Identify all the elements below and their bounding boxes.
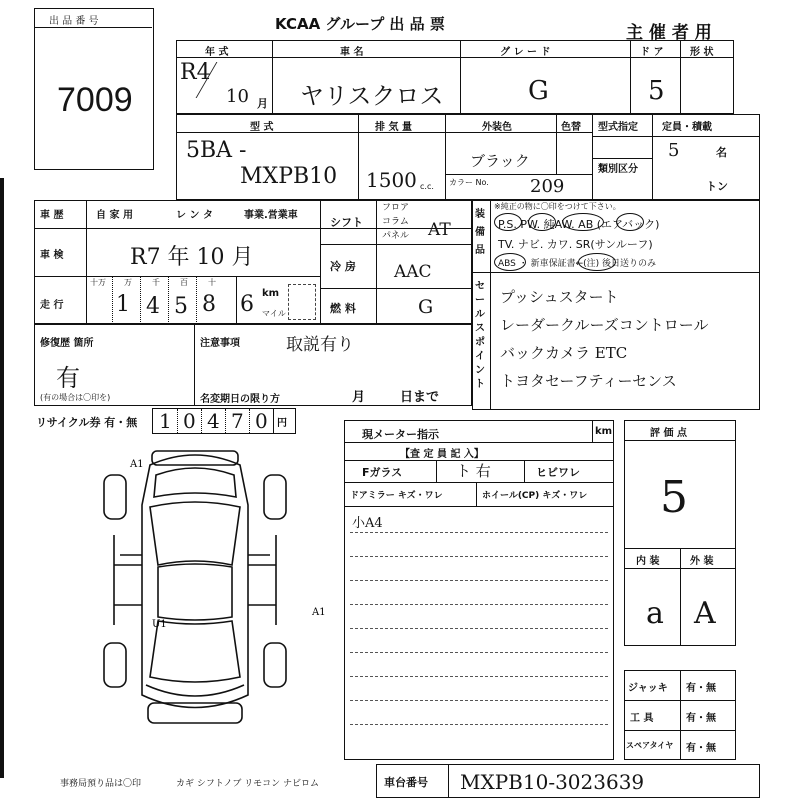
mileage-digit: 5 (174, 294, 188, 319)
ac-label: 冷 房 (330, 260, 356, 273)
recycle-unit: 円 (277, 418, 287, 429)
shift-opt-column: コラム (382, 217, 409, 227)
history-commercial: 事業.営業車 (244, 210, 298, 221)
lot-number: 7009 (57, 81, 133, 119)
tools-label: 工 具 (630, 713, 654, 724)
mileage-digits (86, 276, 320, 324)
doors-label: ド ア (640, 47, 664, 58)
recycle-digit: 4 (207, 409, 220, 433)
name-change-label: 名変期日の限り方 (200, 394, 280, 405)
shift-value: AT (428, 220, 451, 240)
meter-label: 現メーター指示 (362, 428, 439, 441)
color-number: 209 (530, 176, 565, 197)
lot-label: 出 品 番 号 (49, 16, 99, 27)
digit-unit-100: 百 (180, 278, 188, 287)
spare-tire-label: スペアタイヤ (626, 741, 674, 750)
jack-label: ジャッキ (628, 683, 668, 694)
doors-value: 5 (648, 76, 665, 106)
fuel-value: G (418, 296, 434, 318)
meter-unit: km (595, 426, 613, 437)
mileage-digit: 6 (240, 292, 254, 317)
rating-label: 評 価 点 (650, 428, 687, 439)
car-diagram (90, 445, 326, 745)
history-label: 車 歴 (40, 210, 64, 221)
repair-value: 有 (56, 364, 80, 392)
grade-value: G (528, 76, 549, 106)
recycle-label: リサイクル券 有・無 (36, 416, 138, 429)
office-items: カギ シフトノブ リモコン ナビロム (176, 779, 320, 789)
capacity-unit: 名 (716, 146, 727, 159)
year-month: 10 (226, 86, 249, 107)
ext-color-label: 外装色 (482, 122, 512, 133)
load-unit: トン (706, 180, 728, 193)
color-no-prefix: カラー No. (449, 178, 489, 187)
caution-label: 注意事項 (200, 338, 240, 349)
shift-opt-floor: フロア (382, 203, 410, 213)
organizer-label: 主 催 者 用 (626, 23, 712, 43)
circle-ps (494, 213, 522, 231)
cc-unit: c.c. (420, 182, 434, 191)
capacity-label: 定員・積載 (662, 122, 712, 133)
inspector-label: 【査 定 員 記 入】 (400, 449, 484, 460)
sheet-title: KCAA グループ 出 品 票 (275, 15, 445, 33)
office-note: 事務局預り品は〇印 (60, 779, 142, 789)
mile-label: マイル (262, 309, 286, 318)
shape-label: 形 状 (690, 47, 714, 58)
shift-opt-panel: パネル (382, 231, 410, 241)
equipment-label: 装備品 (475, 209, 485, 256)
displacement-value: 1500 (366, 168, 417, 192)
year-label: 年 式 (205, 47, 229, 58)
chassis-number: MXPB10-3023639 (460, 770, 645, 794)
circle-pw (528, 213, 556, 231)
circle-warranty (578, 253, 616, 271)
fuel-label: 燃 料 (330, 302, 356, 315)
history-rental: レ ン タ (176, 210, 213, 221)
inspection-label: 車 検 (40, 250, 64, 261)
class-label: 類別区分 (598, 164, 638, 175)
mile-checkbox (288, 284, 316, 320)
digit-unit-100k: 十万 (90, 278, 106, 287)
repair-label: 修復歴 箇所 (40, 338, 94, 349)
scan-edge (0, 178, 4, 778)
capacity-value: 5 (668, 140, 680, 161)
rating-score: 5 (660, 472, 688, 523)
circle-ab (616, 213, 644, 231)
recycle-digit: 7 (231, 409, 244, 433)
damage-mark: U1 (152, 619, 167, 630)
inspection-value: R7 年 10 月 (130, 245, 254, 270)
digit-unit-10: 十 (208, 278, 216, 287)
caution-value: 取説有り (286, 335, 354, 355)
damage-mark: A1 (312, 607, 326, 618)
month-unit: 月 (257, 97, 268, 110)
ac-value: AAC (394, 262, 432, 282)
interior-value: a (646, 596, 664, 631)
tools-value: 有・無 (686, 713, 716, 724)
spare-tire-value: 有・無 (686, 743, 716, 754)
shift-label: シフト (330, 216, 363, 229)
sales-point-3: バックカメラ ETC (500, 344, 628, 362)
digit-unit-10k: 万 (124, 278, 132, 287)
sales-point-label: セールスポイント (475, 281, 485, 390)
lot-number-box (34, 8, 154, 170)
equipment-note: ※純正の物に〇印をつけて下さい。 (494, 202, 621, 211)
equipment-line1: P.S. PW. 純AW. AB (エアバック) (498, 218, 660, 231)
mileage-digit: 4 (146, 294, 160, 319)
recycle-digit: 0 (183, 409, 196, 433)
glass-label: Fガラス (362, 466, 403, 479)
color-value: ブラック (470, 152, 530, 170)
equipment-line2: TV. ナビ. カワ. SR(サンルーフ) (498, 238, 653, 251)
model-label: 型 式 (250, 122, 274, 133)
km-label: km (262, 288, 280, 299)
exterior-value: A (694, 596, 716, 631)
damage-mark: A1 (130, 459, 144, 470)
displacement-label: 排 気 量 (375, 122, 412, 133)
inspector-notes: 小A4 (352, 516, 383, 531)
make-label: 車 名 (340, 47, 364, 58)
model-line2: MXPB10 (240, 164, 338, 189)
history-private: 自 家 用 (96, 210, 133, 221)
equipment-line3: ABS ・ 新車保証書←(注) 後日送りのみ (498, 259, 657, 269)
mileage-label: 走 行 (40, 300, 64, 311)
glass-value: ト 右 (456, 462, 491, 480)
chassis-label: 車台番号 (384, 776, 428, 789)
circle-abs (494, 253, 526, 271)
jack-value: 有・無 (686, 683, 716, 694)
sales-point-1: プッシュスタート (500, 288, 619, 306)
digit-unit-1k: 千 (152, 278, 160, 287)
name-change-month: 月 (352, 390, 366, 405)
grade-label: グ レ ー ド (500, 47, 551, 58)
car-name: ヤリスクロス (300, 82, 444, 110)
mileage-digit: 8 (202, 292, 216, 317)
name-change-day: 日まで (400, 390, 440, 405)
mileage-digit: 1 (116, 292, 130, 317)
sales-point-2: レーダークルーズコントロール (500, 316, 709, 334)
color-change-label: 色替 (561, 122, 581, 133)
model-line1: 5BA - (186, 138, 247, 163)
interior-label: 内 装 (636, 556, 660, 567)
exterior-label: 外 装 (690, 556, 714, 567)
recycle-digit: 1 (159, 409, 172, 433)
year-era: R4 (180, 60, 211, 85)
recycle-box (152, 408, 296, 434)
wheel-label: ホイール(CP) キズ・ワレ (482, 491, 588, 501)
sales-point-4: トヨタセーフティーセンス (500, 372, 677, 390)
crack-label: ヒビワレ (536, 466, 580, 479)
circle-aw (562, 213, 604, 231)
repair-note: (有の場合は〇印を) (40, 393, 111, 402)
mirror-label: ドアミラー キズ・ワレ (350, 491, 443, 501)
recycle-digit: 0 (255, 409, 268, 433)
type-designation-label: 型式指定 (598, 122, 638, 133)
